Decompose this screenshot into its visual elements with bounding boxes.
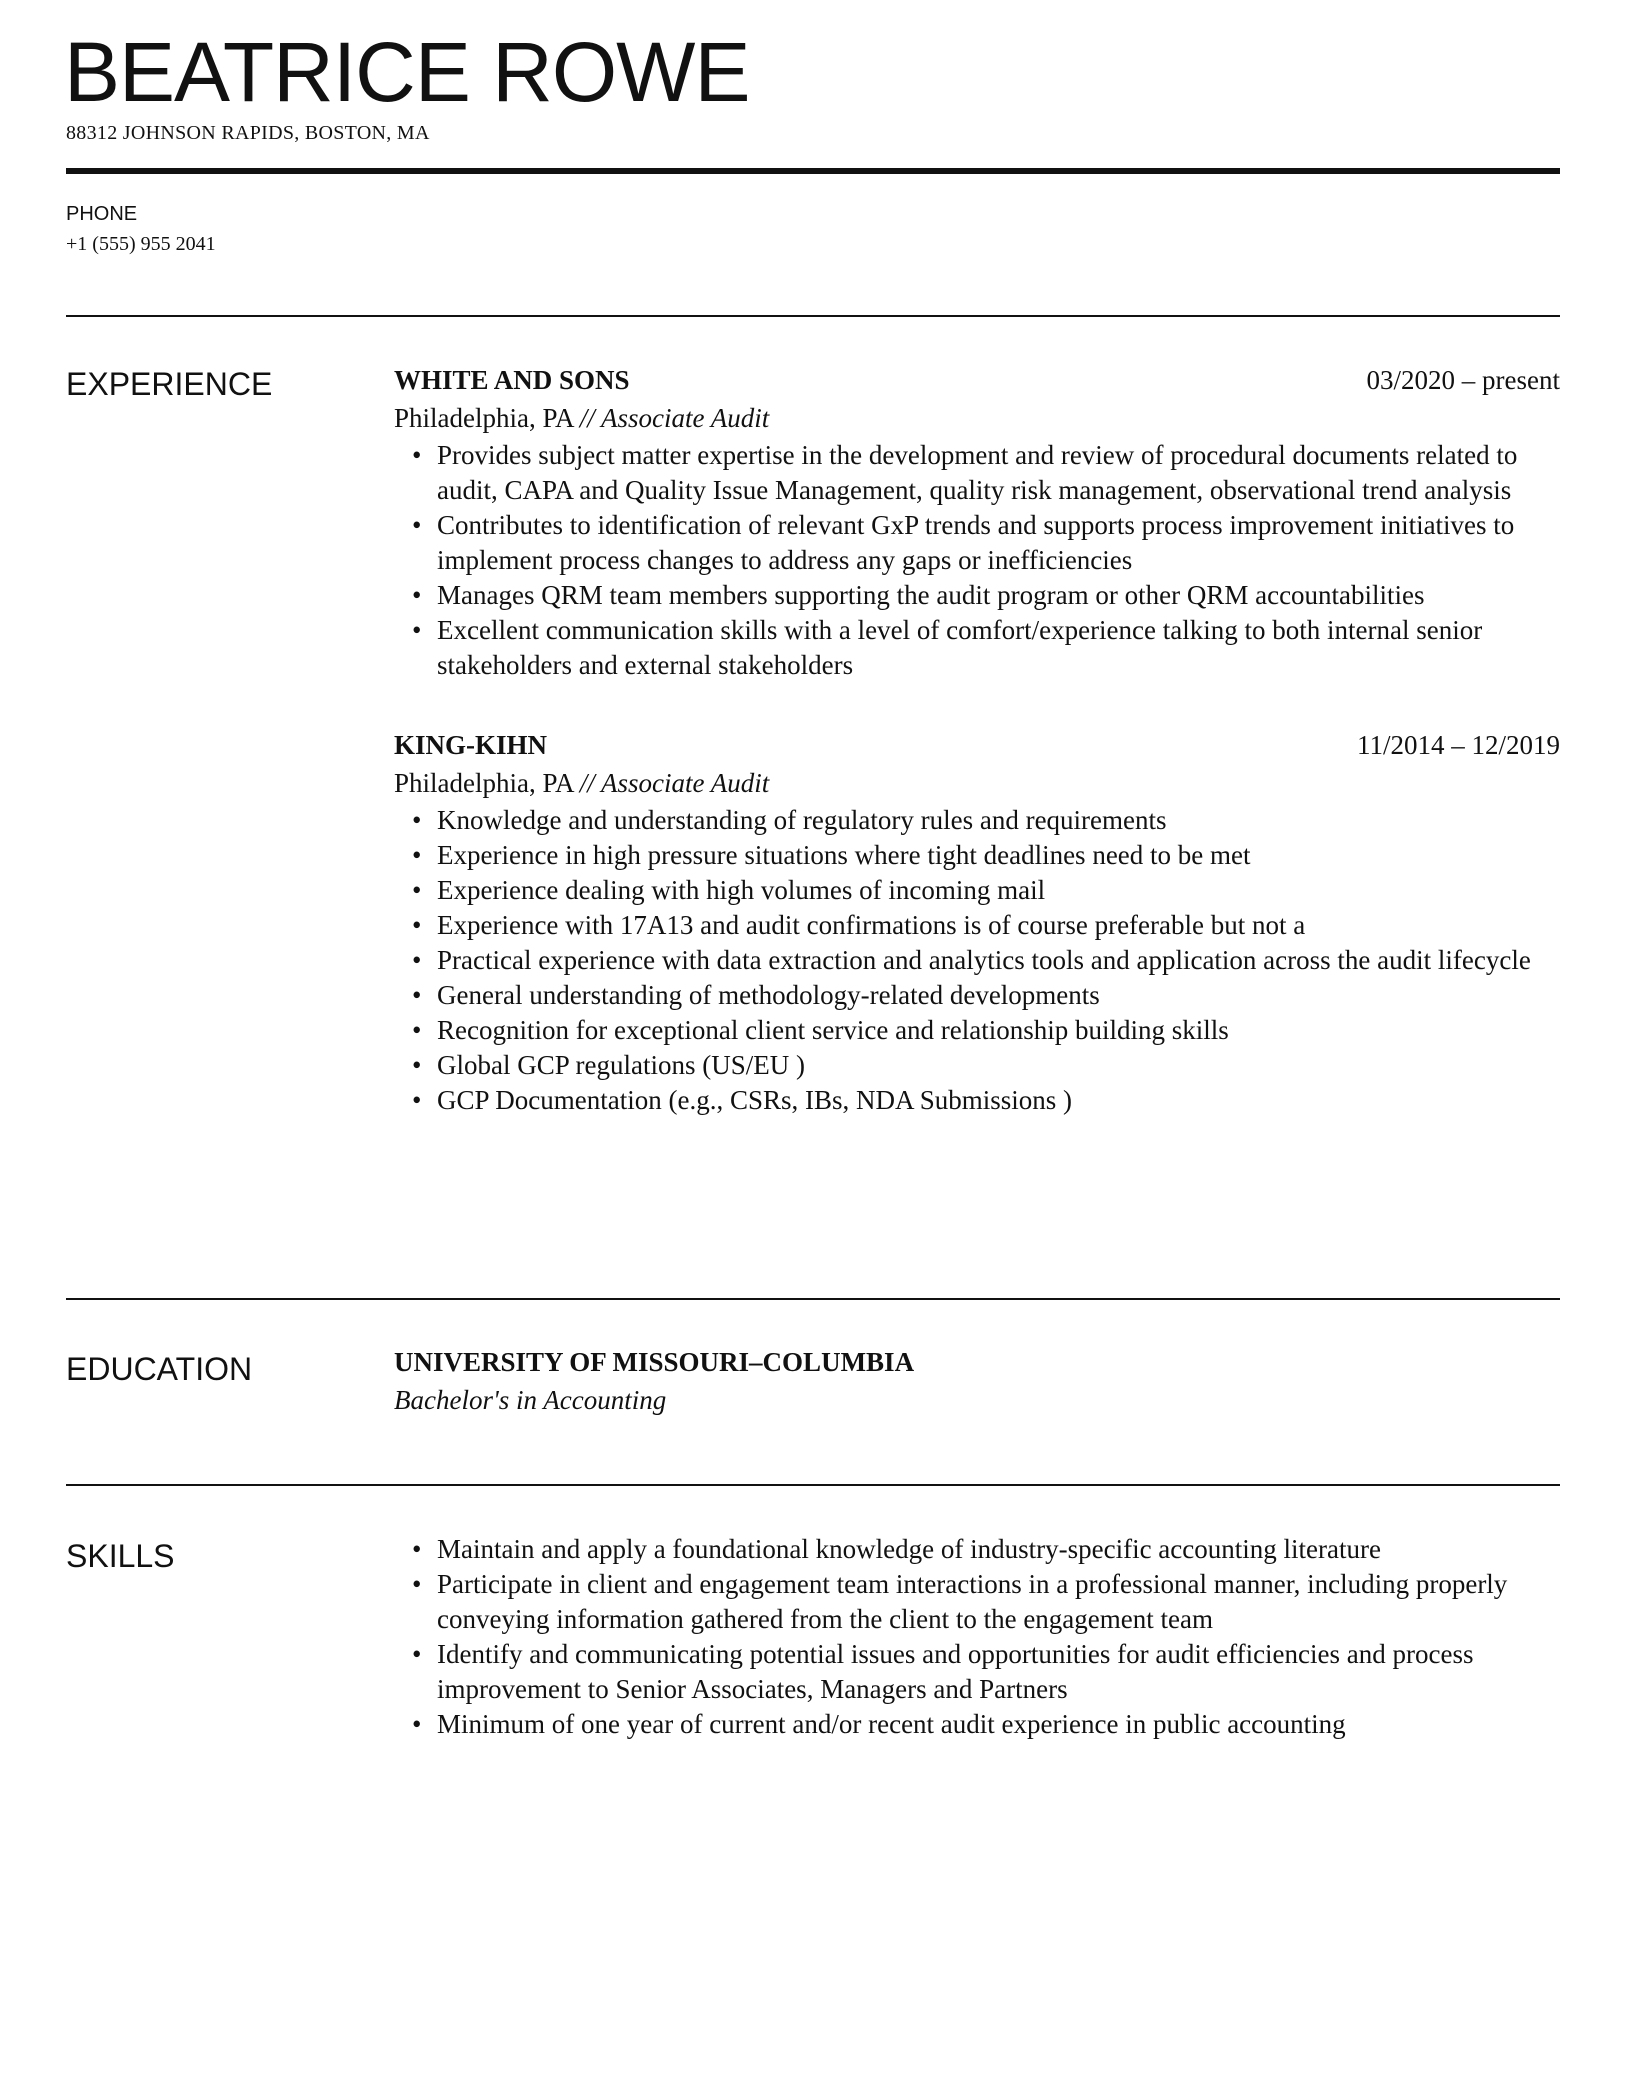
skills-list [394, 1532, 1560, 1742]
job-role: // Associate Audit [579, 403, 770, 433]
job-bullet: • Provides subject matter expertise in the development and review of procedural documents related to audit, CAPA and Quality Issue Management, quality risk management, observational trend analysis [394, 438, 1560, 508]
divider [66, 1484, 1560, 1486]
skill-item: • Participate in client and engagement team interactions in a professional manner, including properly conveying information gathered from the client to the engagement team [394, 1567, 1560, 1637]
job-dates: 11/2014 – 12/2019 [1356, 730, 1560, 760]
job-entry [394, 728, 1560, 1118]
company-name: KING-KIHN [394, 730, 548, 760]
job-bullet: • General understanding of methodology-related developments [394, 978, 1560, 1013]
section-title: EDUCATION [66, 1351, 253, 1387]
address: 88312 JOHNSON RAPIDS, BOSTON, MA [66, 122, 430, 144]
phone-label: PHONE [66, 203, 138, 225]
divider [66, 315, 1560, 317]
job-bullet: • Global GCP regulations (US/EU ) [394, 1048, 1560, 1083]
job-bullet: • Experience dealing with high volumes of incoming mail [394, 873, 1560, 908]
job-dates: 03/2020 – present [1366, 365, 1560, 395]
job-bullet: • Experience in high pressure situations where tight deadlines need to be met [394, 838, 1560, 873]
skill-item: • Maintain and apply a foundational knowledge of industry-specific accounting literature [394, 1532, 1560, 1567]
job-entry [394, 363, 1560, 683]
job-bullet: • Contributes to identification of relevant GxP trends and supports process improvement initiatives to implement process changes to address any gaps or inefficiencies [394, 508, 1560, 578]
jobs-list [394, 363, 1560, 1163]
header-divider [66, 168, 1560, 174]
skill-item: • Minimum of one year of current and/or recent audit experience in public accounting [394, 1707, 1560, 1742]
degree: Bachelor's in Accounting [394, 1385, 667, 1415]
job-location: Philadelphia, PA [394, 403, 574, 433]
job-bullet: • Knowledge and understanding of regulatory rules and requirements [394, 803, 1560, 838]
skill-item: • Identify and communicating potential issues and opportunities for audit efficiencies and process improvement to Senior Associates, Managers and Partners [394, 1637, 1560, 1707]
job-location: Philadelphia, PA [394, 768, 574, 798]
phone-number: +1 (555) 955 2041 [66, 233, 216, 255]
job-bullet: • Experience with 17A13 and audit confirmations is of course preferable but not a [394, 908, 1560, 943]
job-bullet: • Excellent communication skills with a level of comfort/experience talking to both internal senior stakeholders and external stakeholders [394, 613, 1560, 683]
candidate-name: BEATRICE ROWE [64, 25, 750, 119]
section-title: SKILLS [66, 1538, 175, 1574]
school-name: UNIVERSITY OF MISSOURI–COLUMBIA [394, 1347, 915, 1377]
job-role: // Associate Audit [579, 768, 770, 798]
job-bullet: • GCP Documentation (e.g., CSRs, IBs, NDA Submissions ) [394, 1083, 1560, 1118]
section-title: EXPERIENCE [66, 366, 273, 402]
job-bullet: • Manages QRM team members supporting the audit program or other QRM accountabilities [394, 578, 1560, 613]
divider [66, 1298, 1560, 1300]
job-bullet: • Recognition for exceptional client service and relationship building skills [394, 1013, 1560, 1048]
company-name: WHITE AND SONS [394, 365, 630, 395]
job-bullet: • Practical experience with data extraction and analytics tools and application across the audit lifecycle [394, 943, 1560, 978]
